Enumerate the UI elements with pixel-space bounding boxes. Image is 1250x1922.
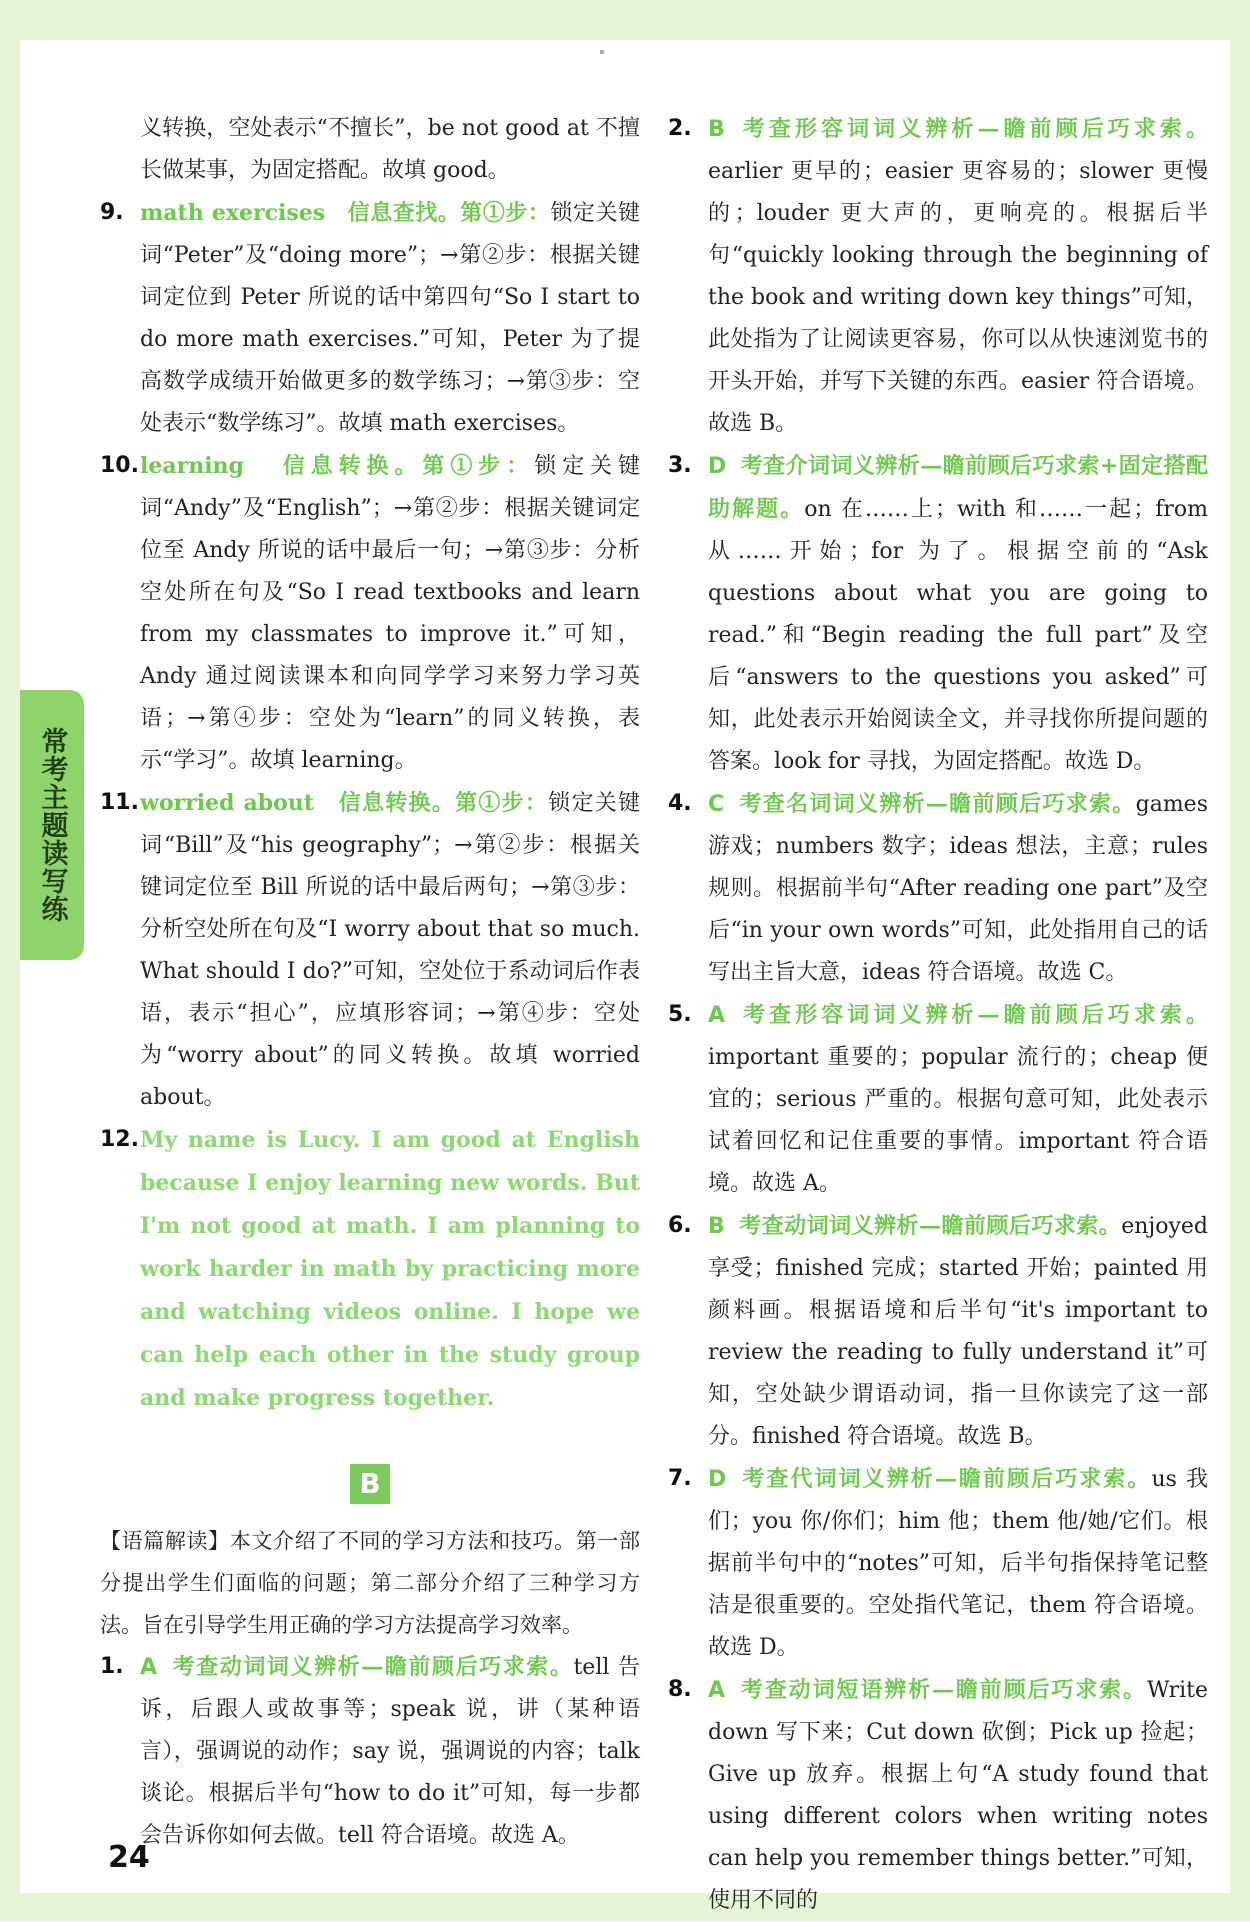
item-answer: C: [708, 792, 725, 817]
item-method: 考查介词词义辨析—瞻前顾后巧求索+固定搭配助解题。: [708, 453, 1208, 522]
item-method: 考查动词短语辨析—瞻前顾后巧求索。: [739, 1677, 1147, 1703]
item-method: 考查动词词义辨析—瞻前顾后巧求索。: [171, 1654, 574, 1680]
answer-item-b8: [668, 1669, 1208, 1922]
item-explanation: 锁定关键词“Peter”及“doing more”；→第②步：根据关键词定位到 Peter 所说的话中第四句“So I start to do more math exercises.”可知，Peter 为了提高数学成绩开始做更多的数学练习；→第③步：空处表示“数学练习”。故填 math exercises。: [140, 201, 640, 436]
item-method: 考查动词词义辨析—瞻前顾后巧求索。: [738, 1213, 1122, 1239]
item-answer: A: [708, 1678, 726, 1703]
item-number: 6.: [668, 1213, 692, 1238]
answer-item-10: [100, 445, 640, 782]
item-explanation: us 我们；you 你/你们；him 他；them 他/她/它们。根据前半句中的“notes”可知，后半句指保持笔记整洁是很重要的。空处指代笔记，them 符合语境。故选 D。: [708, 1467, 1208, 1660]
answer-item-b7: [668, 1458, 1208, 1669]
item-method: 考查名词词义辨析—瞻前顾后巧求索。: [738, 791, 1136, 817]
item-number: 1.: [100, 1654, 124, 1679]
item-explanation: 锁定关键词“Andy”及“English”；→第②步：根据关键词定位至 Andy 所说的话中最后一句；→第③步：分析空处所在句及“So I read textbooks and learn from my classmates to improve it.”可知，Andy 通过阅读课本和向同学学习来努力学习英语；→第④步：空处为“learn”的同义转换，表示“学习”。故填 learning。: [140, 454, 640, 773]
item-method: 信息转换。第①步：: [338, 790, 549, 816]
item-number: 8.: [668, 1677, 692, 1702]
item-number: 3.: [668, 453, 692, 478]
section-b-heading: [100, 1464, 640, 1504]
answer-item-b3: [668, 445, 1208, 783]
item-answer: A: [708, 1003, 726, 1028]
item-method: 信息查找。第①步：: [347, 200, 551, 226]
item-answer: D: [708, 1467, 727, 1492]
sample-writing: My name is Lucy. I am good at English because I enjoy learning new words. But I'm not good at math. I am planning to work harder in math by practicing more and watching videos online. I hope we can help each other in the study group and make progress together.: [140, 1127, 640, 1411]
item-answer: worried about: [140, 790, 314, 816]
right-column: [668, 108, 1208, 1922]
item-method: 考查代词词义辨析—瞻前顾后巧求索。: [740, 1466, 1152, 1492]
item-method: 考查形容词词义辨析—瞻前顾后巧求索。: [739, 1002, 1208, 1028]
item-explanation: 锁定关键词“Bill”及“his geography”；→第②步：根据关键词定位至 Bill 所说的话中最后两句；→第③步：分析空处所在句及“I worry about that so much. What should I do?”可知，空处位于系动词后作表语，表示“担心”，应填形容词；→第④步：空处为“worry about”的同义转换。故填 worried about。: [140, 791, 640, 1110]
answer-item-b2: [668, 108, 1208, 445]
item-answer: learning: [140, 453, 244, 479]
item-explanation: important 重要的；popular 流行的；cheap 便宜的；serious 严重的。根据句意可知，此处表示试着回忆和记住重要的事情。important 符合语境。故选 A。: [708, 1045, 1208, 1196]
item-answer: D: [708, 454, 727, 479]
item-answer: B: [708, 117, 725, 142]
item-answer: math exercises: [140, 200, 326, 226]
answer-item-9: [100, 192, 640, 445]
page-frame-right: [1230, 0, 1250, 1921]
answer-item-b5: [668, 994, 1208, 1205]
item-method: 信息转换。第①步：: [282, 453, 535, 479]
item-explanation: tell 告诉，后跟人或故事等；speak 说，讲（某种语言），强调说的动作；say 说，强调说的内容；talk 谈论。根据后半句“how to do it”可知，每一步都会告诉你如何去做。tell 符合语境。故选 A。: [140, 1655, 640, 1848]
answer-item-b4: [668, 783, 1208, 994]
item-number: 10.: [100, 453, 139, 478]
item-number: 7.: [668, 1466, 692, 1491]
item-number: 9.: [100, 200, 124, 225]
item-explanation: on 在……上；with 和……一起；from 从……开始；for 为了。根据空前的“Ask questions about what you are going to read.”和“Begin reading the full part”及空后“answers to the questions you asked”可知，此处表示开始阅读全文，并寻找你所提问题的答案。look for 寻找，为固定搭配。故选 D。: [708, 497, 1208, 774]
page-frame-top: [0, 0, 1250, 40]
item-answer: B: [708, 1214, 725, 1239]
item-explanation: Write down 写下来；Cut down 砍倒；Pick up 捡起；Give up 放弃。根据上句“A study found that using different colors when writing notes can help you remember things better.”可知，使用不同的: [708, 1678, 1208, 1913]
answer-item-b6: [668, 1205, 1208, 1458]
item-number: 2.: [668, 116, 692, 141]
item-method: 考查形容词词义辨析—瞻前顾后巧求索。: [738, 116, 1208, 142]
item-explanation: earlier 更早的；easier 更容易的；slower 更慢的；louder 更大声的，更响亮的。根据后半句“quickly looking through the beginning of the book and writing down key things”可知，此处指为了让阅读更容易，你可以从快速浏览书的开头开始，并写下关键的东西。easier 符合语境。故选 B。: [708, 159, 1208, 436]
answer-item-11: [100, 782, 640, 1119]
left-column: [100, 108, 640, 1857]
margin-dot: [600, 50, 604, 54]
answer-item-b1: [100, 1646, 640, 1857]
item-answer: A: [140, 1655, 158, 1680]
item-explanation: enjoyed 享受；finished 完成；started 开始；painted 用颜料画。根据语境和后半句“it's important to review the reading to fully understand it”可知，空处缺少谓语动词，指一旦你读完了这一部分。finished 符合语境。故选 B。: [708, 1214, 1208, 1449]
item-explanation: games 游戏；numbers 数字；ideas 想法，主意；rules 规则。根据前半句“After reading one part”及空后“in your own words”可知，此处指用自己的话写出主旨大意，ideas 符合语境。故选 C。: [708, 792, 1208, 985]
item-number: 5.: [668, 1002, 692, 1027]
section-b-label: B: [350, 1464, 390, 1504]
continued-answer: 义转换，空处表示“不擅长”，be not good at 不擅长做某事，为固定搭配。故填 good。: [140, 116, 640, 183]
item-number: 4.: [668, 791, 692, 816]
sidebar-tab: [20, 690, 84, 960]
item-number: 11.: [100, 790, 139, 815]
passage-interpretation: 【语篇解读】本文介绍了不同的学习方法和技巧。第一部分提出学生们面临的问题；第二部分介绍了三种学习方法。旨在引导学生用正确的学习方法提高学习效率。: [100, 1529, 640, 1637]
page-frame-left: [0, 0, 20, 1921]
page-number: 24: [108, 1840, 150, 1875]
sidebar-label: 常考主题读写练: [36, 727, 68, 923]
item-number: 12.: [100, 1127, 139, 1152]
answer-item-12: [100, 1119, 640, 1420]
